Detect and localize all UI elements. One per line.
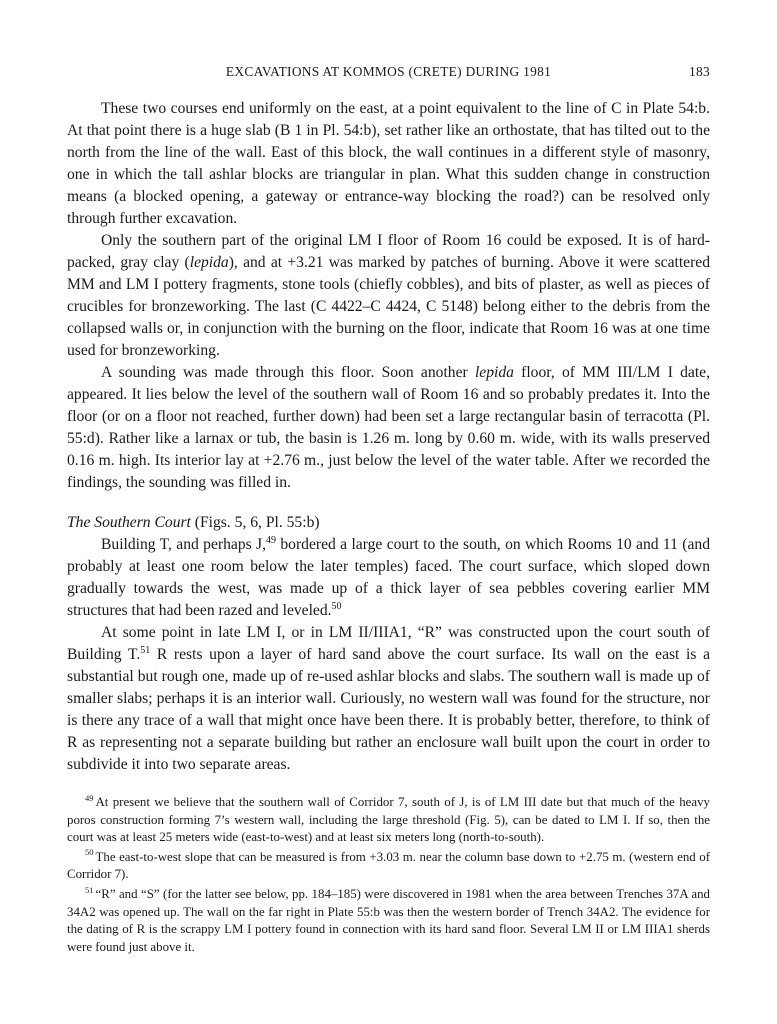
footnote-mark: 50 — [85, 847, 94, 858]
page-number: 183 — [689, 64, 710, 79]
paragraph-5-text-b: R rests upon a layer of hard sand above the court surface. Its wall on the east is a substantial but rough one, made up of re-used ashlar blocks and slabs. The southern wall is made up of smaller slabs; perhaps it is an interior wall. Curiously, no western wall was found for the structure, nor is there any trace of a wall that might once have been there. It is probably better, therefore, to think of R as representing not a separate building but rather an enclosure wall built upon the court in order to subdivide it into two separate areas. — [67, 646, 711, 773]
paragraph-2 — [67, 230, 710, 362]
footnote-50 — [67, 849, 710, 884]
section-heading — [67, 512, 710, 534]
paragraph-3-italic: lepida — [474, 364, 514, 381]
paragraph-3 — [67, 362, 710, 494]
footnote-text: “R” and “S” (for the latter see below, pp. 184–185) were discovered in 1981 when the area between Trenches 37A and 34A2 was opened up. The wall on the far right in Plate 55:b was then the western border of Trench 34A2. The evidence for the dating of R is the scrappy LM I pottery found in connection with its hard sand floor. Several LM II or LM IIIA1 sherds were found just above it. — [67, 886, 710, 954]
paragraph-4-text-b: bordered a large court to the south, on which Rooms 10 and 11 (and probably at least one room below the later temples) faced. The court surface, which sloped down gradually towards the west, was made up of a thick layer of sea pebbles covering earlier MM structures that had been razed and leveled. — [67, 536, 711, 619]
running-head-title: EXCAVATIONS AT KOMMOS (CRETE) DURING 1981 — [225, 64, 552, 79]
paragraph-4-text-a: Building T, and perhaps J, — [101, 536, 267, 553]
footnote-ref-50[interactable]: 50 — [331, 600, 342, 612]
footnote-mark: 51 — [85, 884, 94, 895]
footnote-ref-51[interactable]: 51 — [140, 644, 151, 656]
paragraph-2-text-b: ), and at +3.21 was marked by patches of burning. Above it were scattered MM and LM I pottery fragments, stone tools (chiefly cobbles), and bits of plaster, as well as pieces of crucibles for bronzeworking. The last (C 4422–C 4424, C 5148) belong either to the debris from the collapsed walls or, in conjunction with the burning on the floor, indicate that Room 16 was at one time used for bronzeworking. — [67, 254, 710, 359]
footnote-51 — [67, 886, 710, 956]
footnotes — [67, 794, 710, 958]
paragraph-3-text-a: A sounding was made through this floor. Soon another — [101, 364, 475, 381]
section-heading-title: The Southern Court — [67, 514, 191, 531]
footnote-text: The east-to-west slope that can be measured is from +3.03 m. near the column base down to +2.75 m. (western end of Corridor 7). — [67, 849, 710, 882]
paragraph-5-text-a: At some point in late LM I, or in LM II/IIIA1, “R” was constructed upon the court south of Building T. — [67, 624, 710, 663]
footnote-mark: 49 — [85, 792, 94, 803]
paragraph-1: These two courses end uniformly on the east, at a point equivalent to the line of C in Plate 54:b. At that point there is a huge slab (B 1 in Pl. 54:b), set rather like an orthostate, that has tilted out to the north from the line of the wall. East of this block, the wall continues in a different style of masonry, one in which the tall ashlar blocks are triangular in plan. What this sudden change in construction means (a blocked opening, a gateway or entrance-way blocking the road?) can be resolved only through further excavation. — [67, 100, 710, 227]
paragraph-2-italic: lepida — [189, 254, 229, 271]
paragraph-3-text-b: floor, of MM III/LM I date, appeared. It lies below the level of the southern wall of Room 16 and so probably predates it. Into the floor (or on a floor not reached, further down) had been set a large rectangular basin of terracotta (Pl. 55:d). Rather like a larnax or tub, the basin is 1.26 m. long by 0.60 m. wide, with its walls preserved 0.16 m. high. Its interior lay at +2.76 m., just below the level of the water table. After we recorded the findings, the sounding was filled in. — [67, 364, 711, 491]
paragraph-2-text-a: Only the southern part of the original LM I floor of Room 16 could be exposed. It is of hard-packed, gray clay ( — [67, 232, 710, 271]
paragraph-5 — [67, 622, 710, 776]
footnote-49 — [67, 794, 710, 847]
footnote-text: At present we believe that the southern wall of Corridor 7, south of J, is of LM III date but that much of the heavy poros construction forming 7’s western wall, including the large threshold (Fig. 5), can be dated to LM I. If so, then the court was at least 25 meters wide (east-to-west) and at least six meters long (north-to-south). — [67, 795, 710, 845]
running-head — [67, 64, 710, 84]
body-text — [67, 98, 710, 776]
section-heading-refs: (Figs. 5, 6, Pl. 55:b) — [190, 514, 320, 531]
footnote-ref-49[interactable]: 49 — [266, 534, 277, 546]
paragraph-4 — [67, 534, 710, 622]
